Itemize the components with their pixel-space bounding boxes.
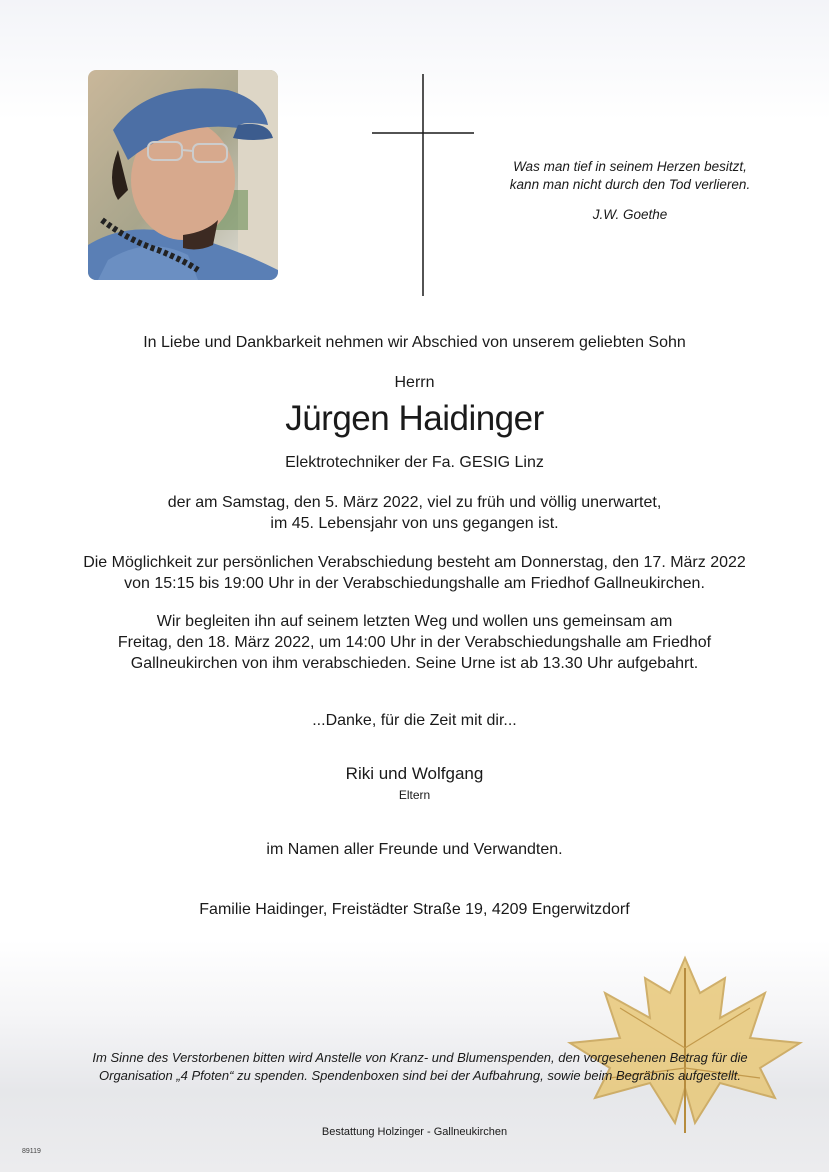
funeral-line-1: Wir begleiten ihn auf seinem letzten Weg und wollen uns gemeinsam am bbox=[156, 613, 673, 630]
portrait-photo bbox=[88, 70, 278, 280]
donation-line-2: Organisation „4 Pfoten“ zu spenden. Spendenboxen sind bei der Aufbahrung, sowie beim Begräbnis aufgestellt. bbox=[99, 1068, 741, 1083]
quote-line-2: kann man nicht durch den Tod verlieren. bbox=[509, 177, 751, 192]
quote-line-1: Was man tief in seinem Herzen besitzt, bbox=[513, 159, 747, 174]
maple-leaf-icon bbox=[560, 948, 810, 1138]
undertaker-credit: Bestattung Holzinger - Gallneukirchen bbox=[321, 1126, 508, 1138]
mourner-names: Riki und Wolfgang bbox=[345, 764, 484, 783]
print-code: 89119 bbox=[22, 1148, 41, 1155]
farewell-line-2: von 15:15 bis 19:00 Uhr in der Verabschiedungshalle am Friedhof Gallneukirchen. bbox=[124, 575, 705, 592]
goethe-quote bbox=[500, 158, 760, 224]
occupation: Elektrotechniker der Fa. GESIG Linz bbox=[285, 454, 544, 471]
cross-icon bbox=[372, 74, 474, 296]
donation-line-1: Im Sinne des Verstorbenen bitten wird Anstelle von Kranz- und Blumenspenden, den vorgesehenen Betrag für die bbox=[92, 1050, 748, 1065]
quote-author: J.W. Goethe bbox=[592, 207, 668, 222]
death-notice bbox=[0, 492, 829, 534]
farewell-line-1: Die Möglichkeit zur persönlichen Verabschiedung besteht am Donnerstag, den 17. März 2022 bbox=[83, 554, 746, 571]
intro-text: In Liebe und Dankbarkeit nehmen wir Abschied von unserem geliebten Sohn bbox=[143, 334, 686, 351]
death-line-2: im 45. Lebensjahr von uns gegangen ist. bbox=[270, 515, 559, 532]
salutation: Herrn bbox=[394, 374, 435, 391]
mourner-relation: Eltern bbox=[398, 788, 431, 802]
on-behalf-text: im Namen aller Freunde und Verwandten. bbox=[266, 841, 563, 858]
funeral-line-3: Gallneukirchen von ihm verabschieden. Seine Urne ist ab 13.30 Uhr aufgebahrt. bbox=[130, 655, 699, 672]
funeral-info bbox=[0, 611, 829, 674]
farewell-info bbox=[0, 552, 829, 594]
deceased-name: Jürgen Haidinger bbox=[285, 399, 544, 438]
thanks-text: ...Danke, für die Zeit mit dir... bbox=[312, 712, 517, 729]
family-address: Familie Haidinger, Freistädter Straße 19, 4209 Engerwitzdorf bbox=[199, 901, 630, 918]
death-line-1: der am Samstag, den 5. März 2022, viel zu früh und völlig unerwartet, bbox=[167, 494, 662, 511]
funeral-line-2: Freitag, den 18. März 2022, um 14:00 Uhr in der Verabschiedungshalle am Friedhof bbox=[117, 634, 712, 651]
donation-request bbox=[60, 1049, 780, 1085]
